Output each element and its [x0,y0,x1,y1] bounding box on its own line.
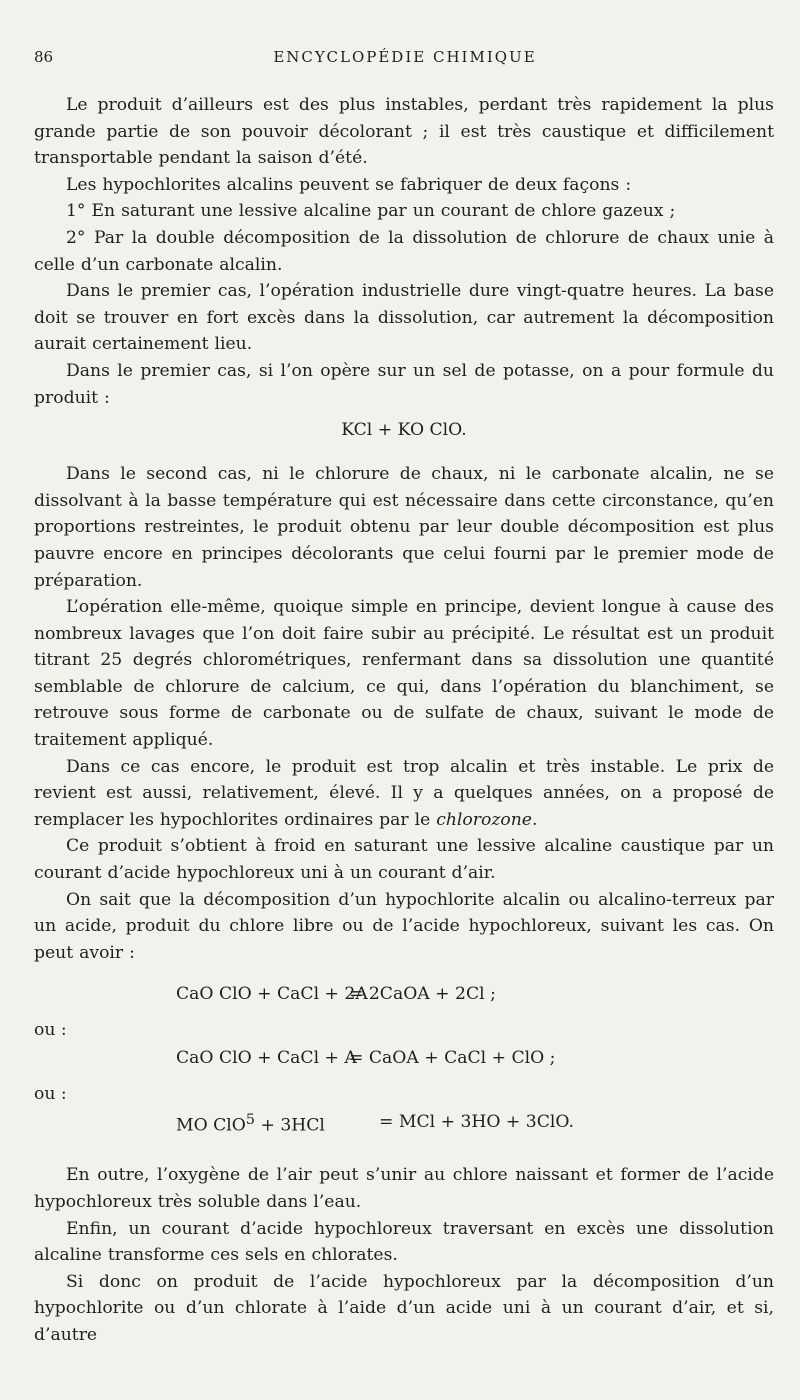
italic-term: chlorozone [436,809,532,830]
page-number: 86 [34,48,54,66]
equation-lhs: CaO ClO + CaCl + 2A [176,984,368,1005]
paragraph-text: Dans ce cas encore, le produit est trop alcalin et très instable. Le prix de revient est aussi, relativement, élevé. Il y a quelques années, on a proposé de remplacer les hypochlorites ordinaires par le [34,756,774,830]
equation-lhs-main: MO ClO [176,1116,246,1137]
superscript: 5 [245,1112,256,1129]
equation-lhs: CaO ClO + CaCl + A [176,1048,357,1069]
equation-lhs-rest: + 3HCl [255,1116,325,1137]
paragraph: L’opération elle-même, quoique simple en principe, devient longue à cause des nombreux lavages que l’on doit faire subir au précipité. Le résultat est un produit titrant 25 degrés chlorométriques, renfermant dans sa dissolution une quantité semblable de chlorure de calcium, ce qui, dans l’opération du blanchiment, se retrouve sous forme de carbonate ou de sulfate de chaux, suivant le mode de traitement appliqué. [34,597,774,751]
paragraph: 2° Par la double décomposition de la dissolution de chlorure de chaux unie à celle d’un carbonate alcalin. [34,227,774,275]
page-body [34,92,774,1349]
equation-1 [34,980,774,1016]
paragraph: Dans le second cas, ni le chlorure de chaux, ni le carbonate alcalin, ne se dissolvant à la basse température qui est nécessaire dans cette circonstance, qu’en proportions restreintes, le produit obtenu par leur double décomposition est plus pauvre encore en principes décolorants que celui fourni par le premier mode de préparation. [34,464,774,591]
paragraph: Enfin, un courant d’acide hypochloreux traversant en excès une dissolution alcaline transforme ces sels en chlorates. [34,1218,774,1266]
paragraph: On sait que la décomposition d’un hypochlorite alcalin ou alcalino-terreux par un acide, produit du chlore libre ou de l’acide hypochloreux, suivant les cas. On peut avoir : [34,889,774,963]
paragraph: En outre, l’oxygène de l’air peut s’unir au chlore naissant et former de l’acide hypochloreux très soluble dans l’eau. [34,1165,774,1212]
equation-rhs: = MCl + 3HO + 3ClO. [379,1112,574,1133]
paragraph: Les hypochlorites alcalins peuvent se fabriquer de deux façons : [66,174,632,195]
equation-block [34,980,774,1144]
paragraph-punct: . [531,809,538,830]
connector-ou: ou : [34,1084,67,1105]
paragraph [34,754,774,834]
formula: KCl + KO ClO. [341,420,467,441]
paragraph: Si donc on produit de l’acide hypochloreux par la décomposition d’un hypochlorite ou d’un chlorate à l’aide d’un acide uni à un courant d’air, et si, d’autre [34,1271,774,1345]
running-title: ENCYCLOPÉDIE CHIMIQUE [273,48,537,66]
page-header [34,48,776,76]
paragraph: 1° En saturant une lessive alcaline par un courant de chlore gazeux ; [66,201,676,222]
paragraph: Le produit d’ailleurs est des plus instables, perdant très rapidement la plus grande partie de son pouvoir décolorant ; il est très caustique et difficilement transportable pendant la saison d’été. [34,95,774,169]
equation-3 [34,1108,774,1144]
equation-rhs: = 2CaOA + 2Cl ; [349,984,496,1005]
connector-ou: ou : [34,1020,67,1041]
equation-2 [34,1044,774,1080]
equation-lhs [176,1112,325,1136]
equation-rhs: = CaOA + CaCl + ClO ; [349,1048,556,1069]
paragraph: Ce produit s’obtient à froid en saturant une lessive alcaline caustique par un courant d’acide hypochloreux uni à un courant d’air. [34,836,774,884]
paragraph: Dans le premier cas, si l’on opère sur un sel de potasse, on a pour formule du produit : [34,360,774,408]
paragraph: Dans le premier cas, l’opération industrielle dure vingt-quatre heures. La base doit se trouver en fort excès dans la dissolution, car autrement la décomposition aurait certainement lieu. [34,281,774,355]
